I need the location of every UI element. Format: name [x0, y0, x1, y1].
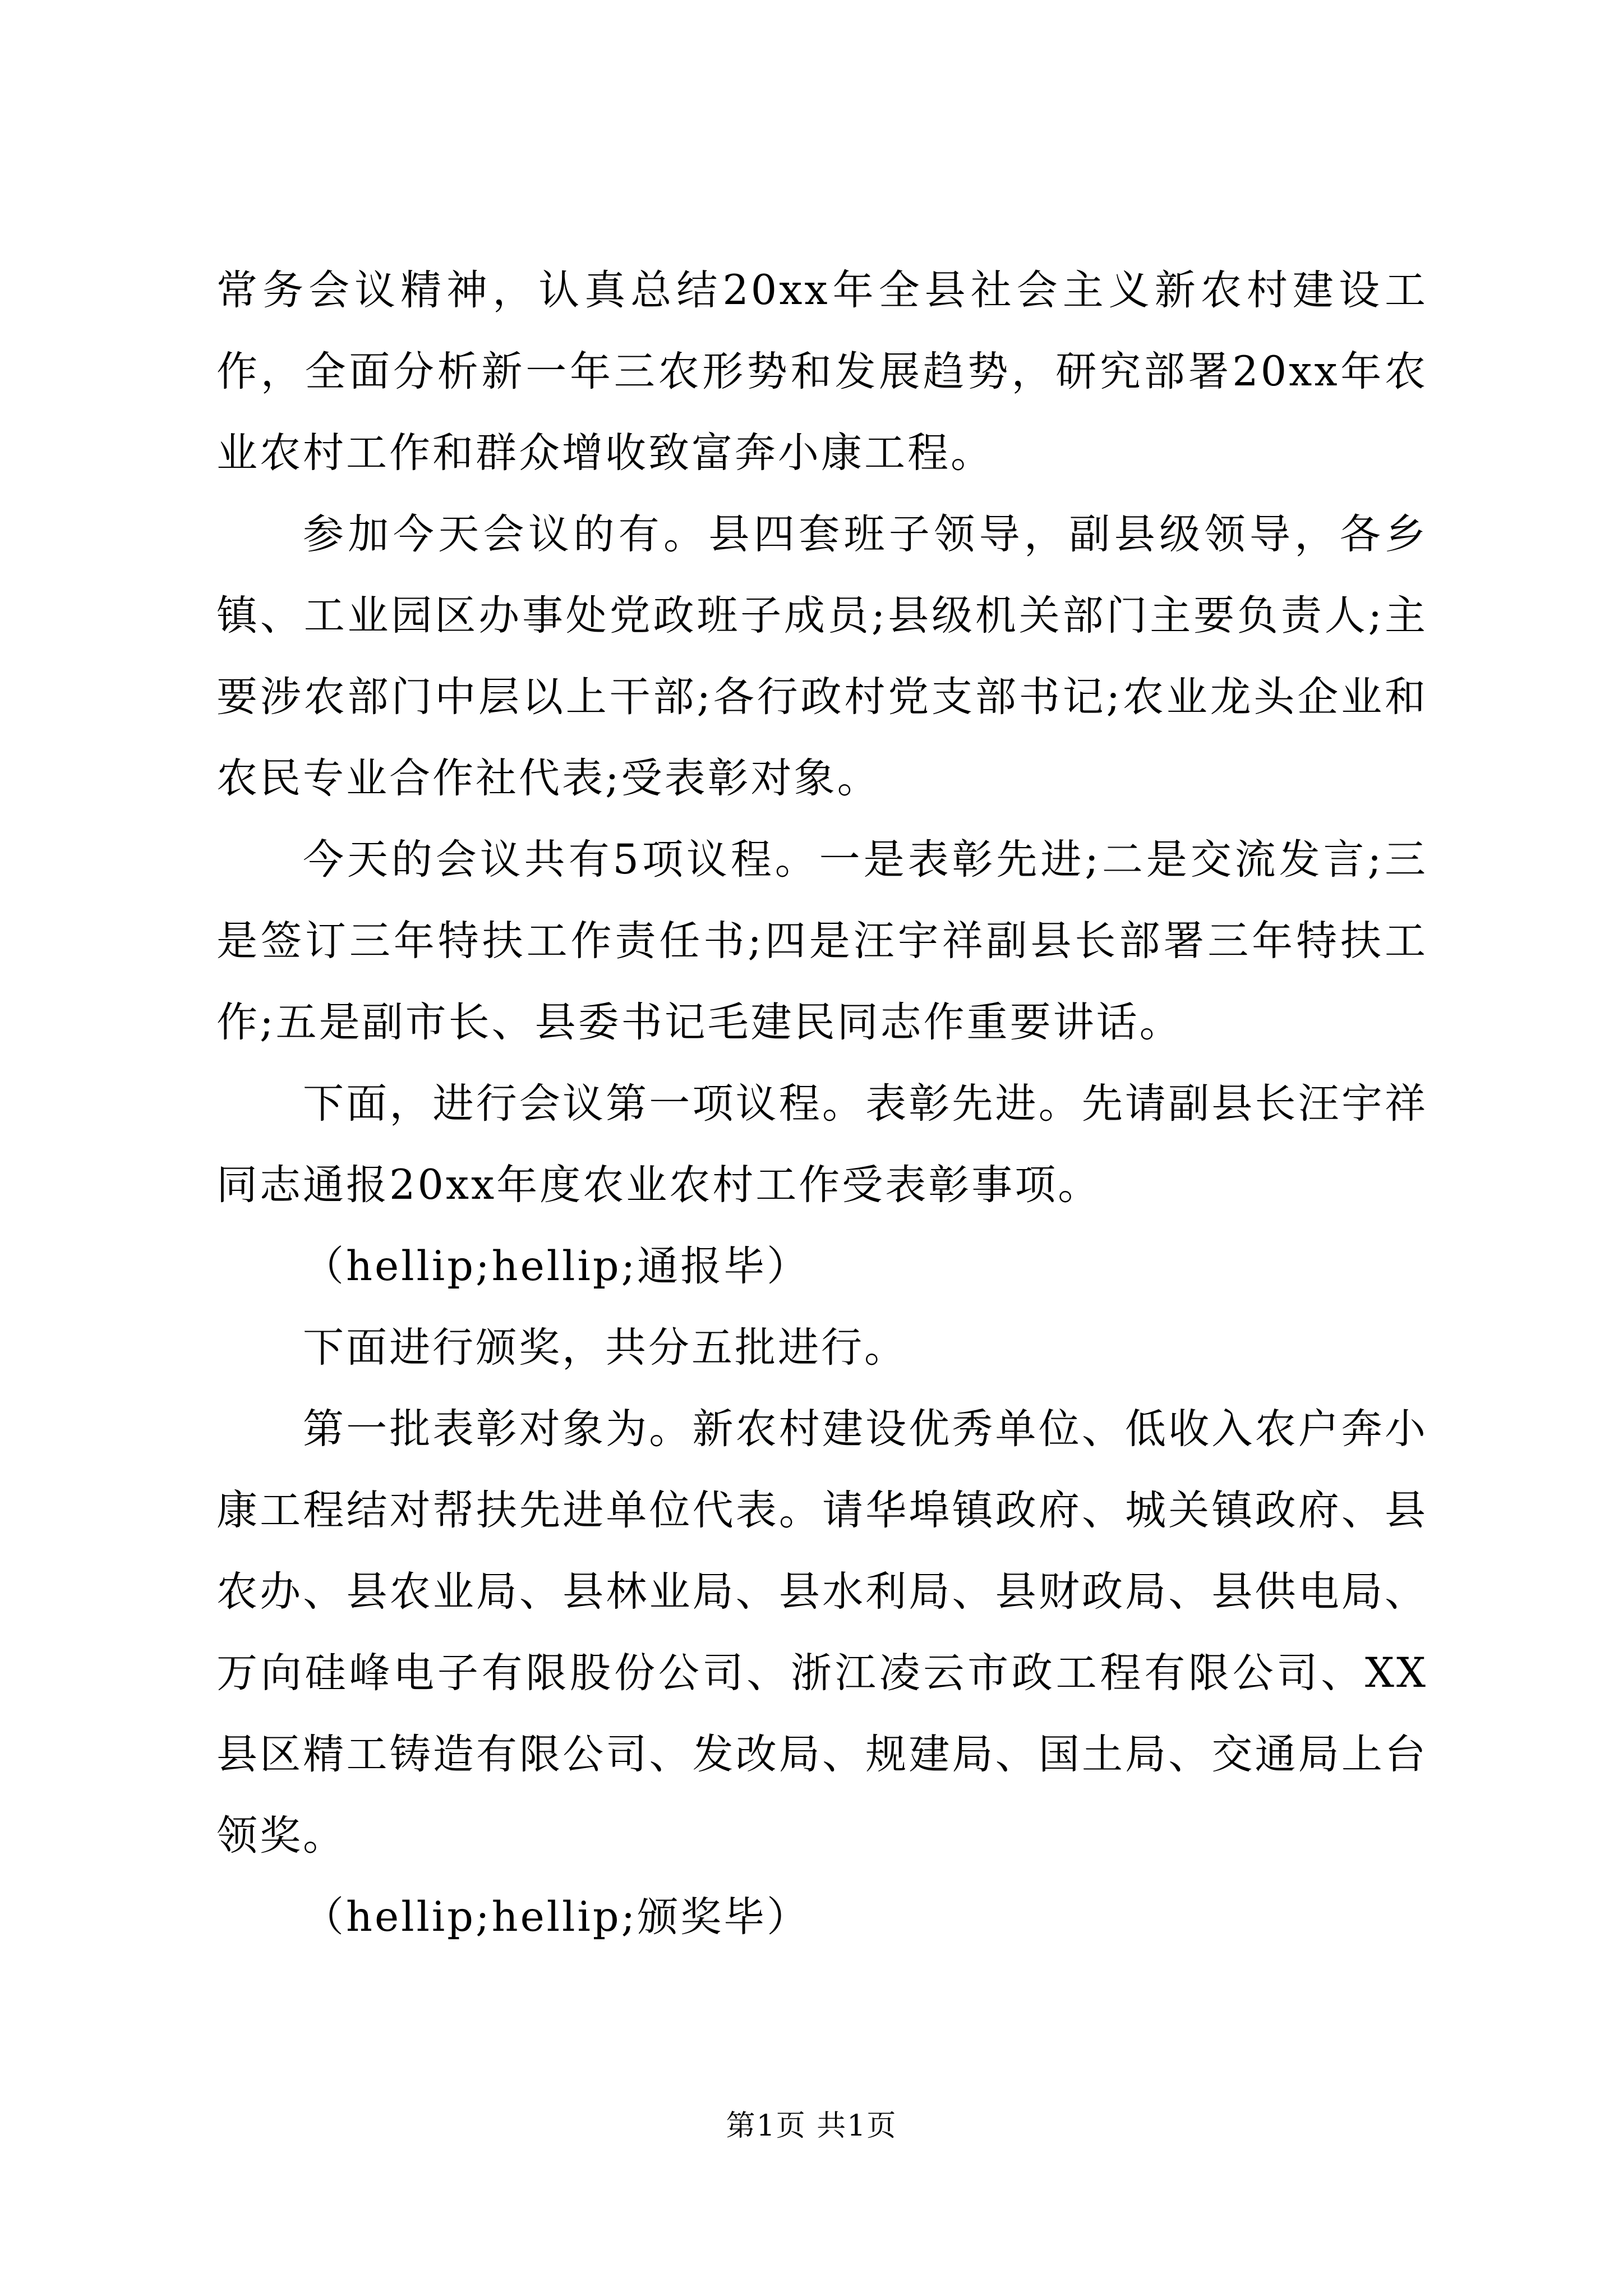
page-number-footer: 第1页 共1页 [726, 2109, 897, 2143]
paragraph-first-item: 下面，进行会议第一项议程。表彰先进。先请副县长汪宇祥同志通报20xx年度农业农村工作受表彰事项。 [216, 1080, 1428, 1209]
paragraph-agenda: 今天的会议共有5项议程。一是表彰先进;二是交流发言;三是签订三年特扶工作责任书;四是汪宇祥副县长部署三年特扶工作;五是副市长、县委书记毛建民同志作重要讲话。 [216, 836, 1428, 1046]
paragraph-notice-end: （hellip;hellip;通报毕） [303, 1243, 810, 1290]
paragraph-award-intro: 下面进行颁奖，共分五批进行。 [303, 1324, 907, 1372]
paragraph-award-end: （hellip;hellip;颁奖毕） [303, 1893, 810, 1941]
paragraph-attendees: 参加今天会议的有。县四套班子领导，副县级领导，各乡镇、工业园区办事处党政班子成员;县级机关部门主要负责人;主要涉农部门中层以上干部;各行政村党支部书记;农业龙头企业和农民专业合作社代表;受表彰对象。 [216, 510, 1428, 802]
paragraph-continuation: 常务会议精神，认真总结20xx年全县社会主义新农村建设工作，全面分析新一年三农形势和发展趋势，研究部署20xx年农业农村工作和群众增收致富奔小康工程。 [216, 266, 1428, 477]
paragraph-first-batch: 第一批表彰对象为。新农村建设优秀单位、低收入农户奔小康工程结对帮扶先进单位代表。请华埠镇政府、城关镇政府、县农办、县农业局、县林业局、县水利局、县财政局、县供电局、万向硅峰电子有限股份公司、浙江凌云市政工程有限公司、XX县区精工铸造有限公司、发改局、规建局、国土局、交通局上台领奖。 [216, 1405, 1428, 1860]
document-body [216, 250, 1428, 1958]
